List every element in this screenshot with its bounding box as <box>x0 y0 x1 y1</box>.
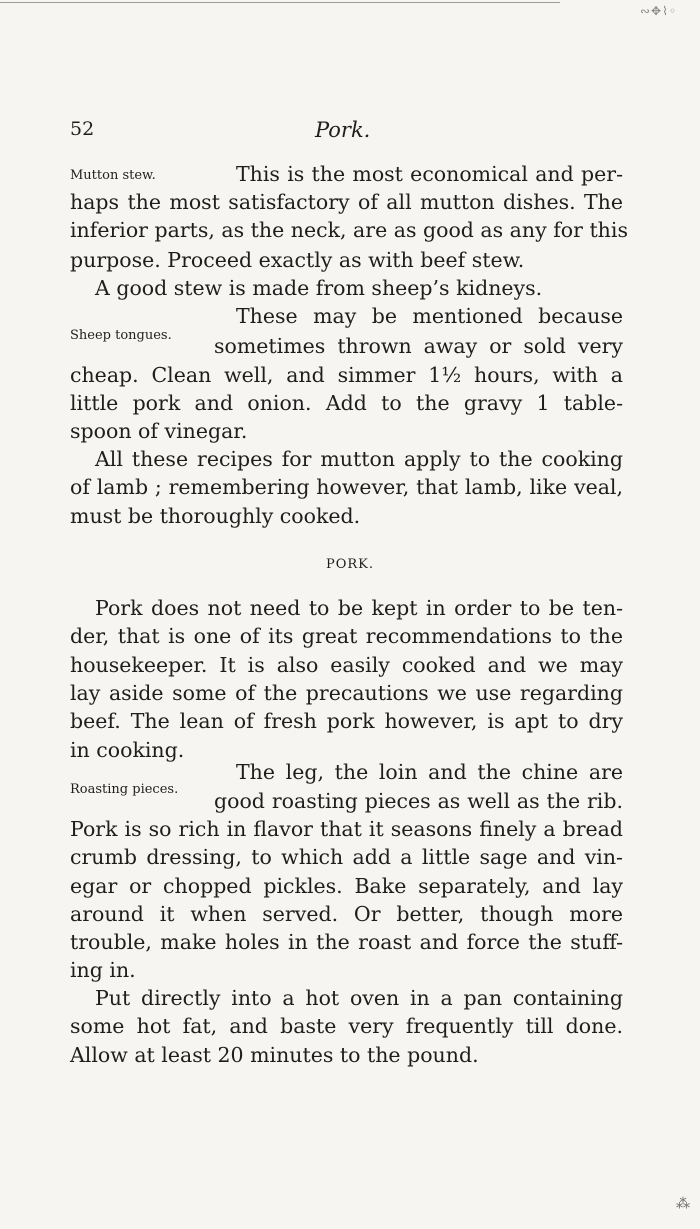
margin-note-mutton-stew: Mutton stew. <box>70 168 156 183</box>
text-line: Put directly into a hot oven in a pan containing <box>95 986 623 1010</box>
text-line: Pork is so rich in flavor that it seasons finely a bread <box>70 817 623 841</box>
text-line: must be thoroughly cooked. <box>70 504 361 528</box>
text-line: trouble, make holes in the roast and force the stuff- <box>70 930 623 954</box>
text-line: around it when served. Or better, though more <box>70 902 623 926</box>
top-rule <box>0 2 560 3</box>
corner-ornament: ⁂ <box>676 1196 690 1212</box>
text-line: egar or chopped pickles. Bake separately, and lay <box>70 874 623 898</box>
text-line: good roasting pieces as well as the rib. <box>214 789 623 813</box>
text-line: Allow at least 20 minutes to the pound. <box>70 1043 479 1067</box>
text-line: ing in. <box>70 958 136 982</box>
text-line: sometimes thrown away or sold very <box>214 334 623 358</box>
text-line: beef. The lean of fresh pork however, is apt to dry <box>70 709 623 733</box>
text-line: cheap. Clean well, and simmer 1½ hours, with a <box>70 363 623 387</box>
section-heading: PORK. <box>325 557 375 572</box>
text-line: spoon of vinegar. <box>70 419 248 443</box>
text-line: crumb dressing, to which add a little sage and vin- <box>70 845 623 869</box>
text-line: inferior parts, as the neck, are as good as any for this <box>70 218 628 242</box>
text-line: All these recipes for mutton apply to the cooking <box>95 447 623 471</box>
text-line: These may be mentioned because <box>236 304 623 328</box>
text-line: some hot fat, and baste very frequently till done. <box>70 1014 623 1038</box>
running-head <box>70 118 623 148</box>
page-number: 52 <box>70 118 95 140</box>
text-line: The leg, the loin and the chine are <box>236 760 623 784</box>
text-line: housekeeper. It is also easily cooked and we may <box>70 653 623 677</box>
text-line: This is the most economical and per- <box>236 162 623 186</box>
margin-note-sheep-tongues: Sheep tongues. <box>70 328 172 343</box>
text-line: haps the most satisfactory of all mutton dishes. The <box>70 190 623 214</box>
text-line: Pork does not need to be kept in order to be ten- <box>95 596 623 620</box>
text-line: in cooking. <box>70 738 185 762</box>
text-line: der, that is one of its great recommendations to the <box>70 624 623 648</box>
page-title: Pork. <box>315 118 371 142</box>
text-line: A good stew is made from sheep’s kidneys. <box>95 276 543 300</box>
text-line: lay aside some of the precautions we use regarding <box>70 681 623 705</box>
text-line: little pork and onion. Add to the gravy 1 table- <box>70 391 623 415</box>
text-line: of lamb ; remembering however, that lamb, like veal, <box>70 475 623 499</box>
text-line: purpose. Proceed exactly as with beef stew. <box>70 248 525 272</box>
margin-note-roasting-pieces: Roasting pieces. <box>70 782 179 797</box>
edge-smudge: ∾✥⌇◦ <box>640 4 678 18</box>
